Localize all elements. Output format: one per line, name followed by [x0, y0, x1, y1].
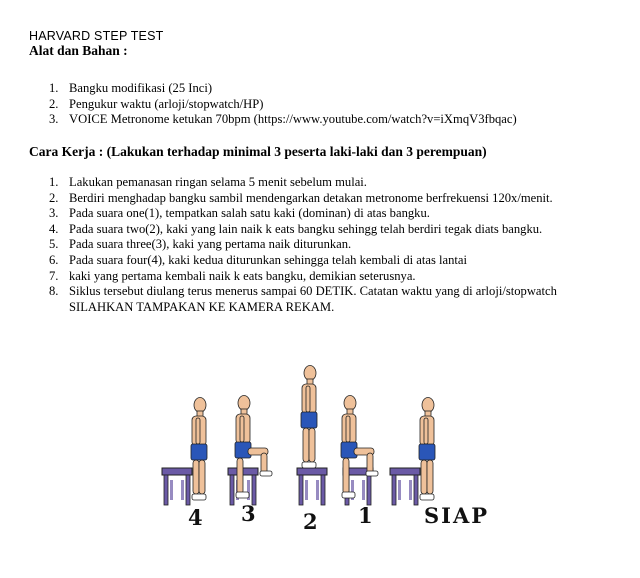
bench-leg	[316, 480, 319, 500]
arm	[240, 416, 244, 442]
person-figure	[301, 366, 317, 469]
shoe	[420, 494, 434, 500]
bench-icon	[162, 468, 192, 505]
bench-leg	[321, 475, 325, 505]
leg	[193, 460, 199, 494]
list-item: 7. kaki yang pertama kembali naik k eats bangku, demikian seterusnya.	[49, 268, 416, 283]
list-item: 3. Pada suara one(1), tempatkan salah satu kaki (dominan) di atas bangku.	[49, 206, 430, 221]
bench-leg	[409, 480, 412, 500]
leg	[199, 460, 205, 494]
head	[422, 398, 434, 413]
list-item: 2. Pengukur waktu (arloji/stopwatch/HP)	[49, 96, 264, 111]
step-test-illustration	[150, 358, 530, 538]
step-label-1: 1	[358, 503, 373, 528]
shorts	[301, 412, 317, 428]
bench-leg	[181, 480, 184, 500]
shoe	[302, 462, 316, 468]
bench-leg	[299, 475, 303, 505]
leg	[237, 458, 243, 494]
list-item: 1. Bangku modifikasi (25 Inci)	[49, 81, 213, 95]
list-item: 1. Lakukan pemanasan ringan selama 5 menit sebelum mulai.	[49, 175, 367, 189]
arm	[196, 418, 200, 444]
bench-seat	[390, 468, 420, 475]
person-figure	[419, 398, 435, 501]
materials-heading: Alat dan Bahan :	[29, 43, 128, 58]
arm	[346, 416, 350, 442]
arm	[424, 418, 428, 444]
person-figure	[341, 396, 378, 499]
shoe	[342, 492, 355, 498]
head	[344, 396, 356, 411]
bench-leg	[414, 475, 418, 505]
head	[304, 366, 316, 381]
arm	[306, 386, 310, 412]
shoe	[260, 471, 272, 476]
leg	[421, 460, 427, 494]
bench-leg	[398, 480, 401, 500]
step-label-3: 3	[241, 501, 256, 526]
step-label-siap: SIAP	[424, 503, 490, 528]
bench-leg	[186, 475, 190, 505]
bench-icon	[390, 468, 420, 505]
step-label-4: 4	[188, 505, 203, 530]
bench-seat	[297, 468, 327, 475]
person-figure	[191, 398, 207, 501]
bench-leg	[362, 480, 365, 500]
document-title: HARVARD STEP TEST	[29, 29, 164, 43]
shoe	[192, 494, 206, 500]
list-item: 4. Pada suara two(2), kaki yang lain naik k eats bangku sehingg telah berdiri tegak diats bangku.	[49, 221, 543, 236]
shorts	[419, 444, 435, 460]
leg	[303, 428, 309, 462]
bench-leg	[170, 480, 173, 500]
bench-leg	[164, 475, 168, 505]
bench-leg	[305, 480, 308, 500]
leg	[427, 460, 433, 494]
bench-leg	[392, 475, 396, 505]
shoe	[366, 471, 378, 476]
procedure-list	[29, 175, 559, 315]
leg	[309, 428, 315, 462]
leg	[343, 458, 349, 494]
shorts	[191, 444, 207, 460]
list-item: 6. Pada suara four(4), kaki kedua diturunkan sehingga telah kembali di atas lantai	[49, 252, 467, 267]
list-item: 8. Siklus tersebut diulang terus menerus sampai 60 DETIK. Catatan waktu yang di arloji/stopwatch SILAHKAN TAMPAKAN KE KAMERA REKAM.	[49, 284, 557, 314]
bench-icon	[297, 468, 327, 505]
bench-leg	[367, 475, 371, 505]
head	[194, 398, 206, 413]
procedure-heading: Cara Kerja : (Lakukan terhadap minimal 3 peserta laki-laki dan 3 perempuan)	[29, 144, 487, 159]
head	[238, 396, 250, 411]
list-item: 2. Berdiri menghadap bangku sambil mendengarkan detakan metronome berfrekuensi 120x/menit.	[49, 190, 553, 205]
list-item: 3. VOICE Metronome ketukan 70bpm (https://www.youtube.com/watch?v=iXmqV3fbqac)	[49, 112, 517, 127]
bench-seat	[162, 468, 192, 475]
list-item: 5. Pada suara three(3), kaki yang pertama naik diturunkan.	[49, 237, 352, 252]
materials-list	[29, 81, 589, 128]
bench-leg	[230, 475, 234, 505]
shoe	[236, 492, 249, 498]
step-label-2: 2	[303, 509, 318, 534]
